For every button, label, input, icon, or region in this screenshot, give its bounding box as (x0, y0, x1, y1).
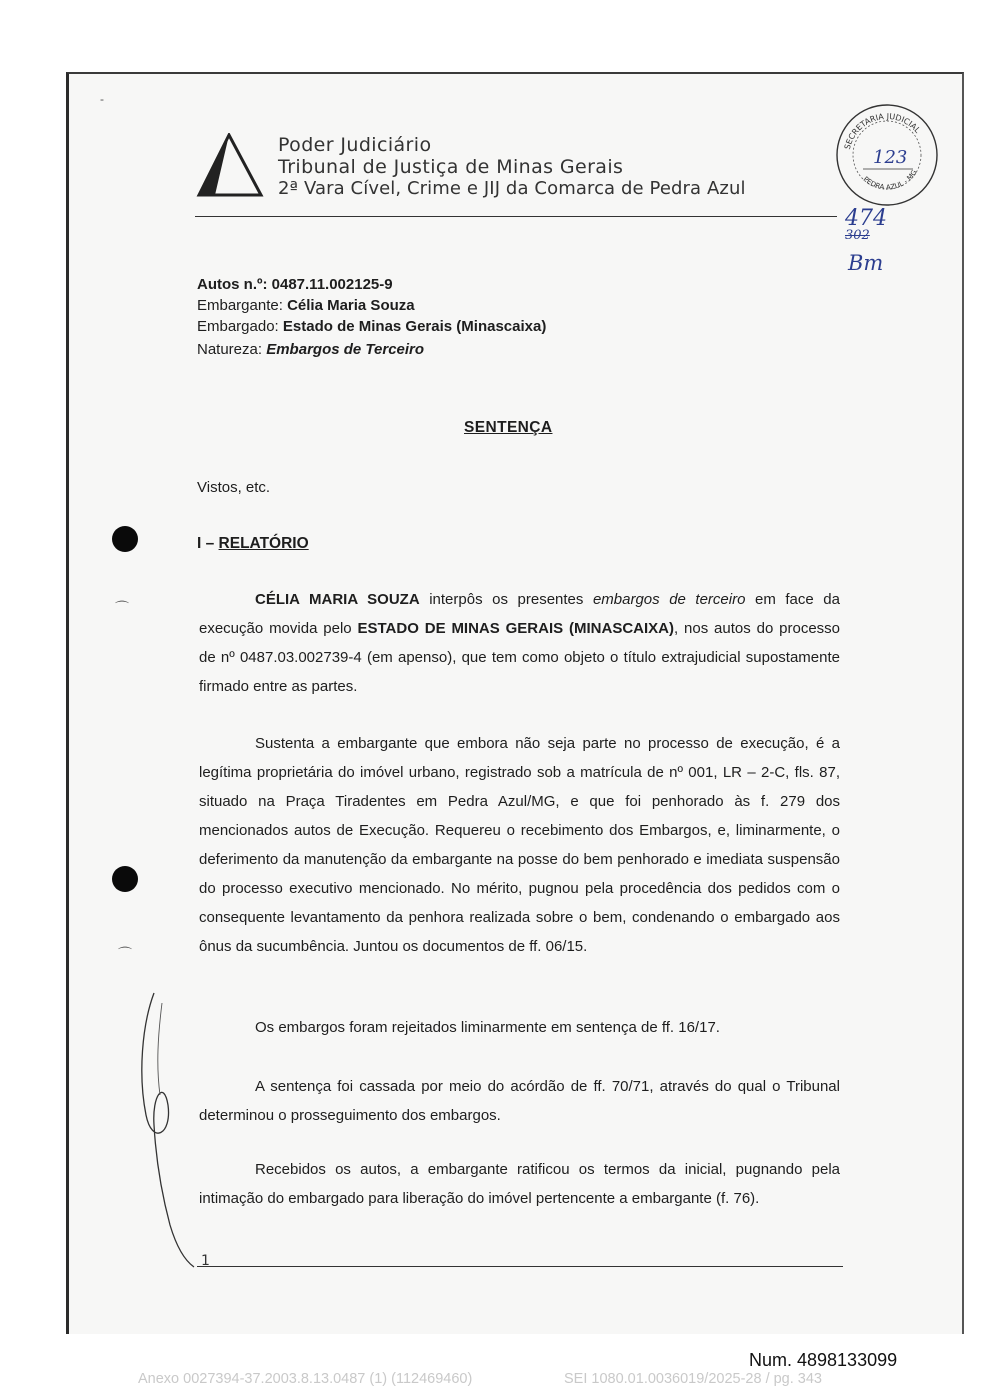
header-divider (195, 216, 837, 217)
footer-right: SEI 1080.01.0036019/2025-28 / pg. 343 (564, 1371, 822, 1387)
stamp-number: 123 (873, 147, 908, 168)
footer-left: Anexo 0027394-37.2003.8.13.0487 (1) (112469460) (138, 1371, 473, 1387)
document-title: SENTENÇA (464, 419, 553, 436)
page-number: 1 (201, 1253, 210, 1269)
stamp-text: SECRETARIA JUDICIAL (842, 111, 923, 151)
paragraph-1: CÉLIA MARIA SOUZA interpôs os presentes embargos de terceiro em face da execução movida pelo ESTADO DE MINAS GERAIS (MINASCAIXA), nos autos do processo de nº 0487.03.002739-4 (em apenso), que tem como objeto o título extrajudicial supostamente firmado entre as partes. (199, 591, 840, 695)
paragraph-2: Sustenta a embargante que embora não seja parte no processo de execução, é a legítima proprietária do imóvel urbano, registrado sob a matrícula de nº 001, LR – 2-C, fls. 87, situado na Praça Tiradentes em Pedra Azul/MG, e que foi penhorado às f. 279 dos mencionados autos de Execução. Requereu o recebimento dos Embargos, e, liminarmente, o deferimento da manutenção da embargante na posse do bem penhorado e imediata suspensão do processo executivo mencionado. No mérito, pugnou pela procedência dos pedidos com o consequente levantamento da penhora realizada sobre o bem, condenando o embargado aos ônus da sucumbência. Juntou os documentos de ff. 06/15. (199, 735, 840, 955)
signature-mark (132, 985, 212, 1275)
punch-hole (112, 866, 138, 892)
handwritten-folio: 474 (845, 206, 887, 231)
paragraph-4: A sentença foi cassada por meio do acórdão de ff. 70/71, através do qual o Tribunal determinou o prosseguimento dos embargos. (199, 1078, 840, 1124)
punch-hole (112, 526, 138, 552)
margin-mark: ⌒ (115, 600, 129, 616)
court-name: Tribunal de Justiça de Minas Gerais (278, 156, 624, 178)
greeting: Vistos, etc. (197, 479, 271, 496)
scan-mark: - (100, 92, 104, 106)
natureza: Natureza: Embargos de Terceiro (197, 341, 425, 358)
embargante: Embargante: Célia Maria Souza (197, 297, 415, 314)
handwritten-old-folio: 302 (845, 228, 870, 243)
secretaria-judicial-stamp (833, 101, 941, 209)
stamp-subtext: PEDRA AZUL - MG (861, 168, 919, 192)
paragraph-3: Os embargos foram rejeitados liminarmente em sentença de ff. 16/17. (255, 1019, 720, 1036)
court-division: 2ª Vara Cível, Crime e JIJ da Comarca de Pedra Azul (278, 178, 746, 199)
margin-mark: ⌒ (118, 946, 132, 962)
paragraph-5: Recebidos os autos, a embargante ratificou os termos da inicial, pugnando pela intimação do embargado para liberação do imóvel pertencente a embargante (f. 76). (199, 1161, 840, 1207)
footer-divider (197, 1266, 843, 1267)
section-heading: I – RELATÓRIO (197, 535, 309, 552)
handwritten-initials: Bm (848, 251, 884, 275)
case-number: Autos n.º: 0487.11.002125-9 (197, 276, 393, 293)
org-name: Poder Judiciário (278, 134, 432, 156)
svg-text:PEDRA AZUL - MG (862, 169, 919, 192)
court-logo-icon (195, 133, 265, 199)
document-id: Num. 4898133099 (749, 1350, 898, 1370)
embargado: Embargado: Estado de Minas Gerais (Minascaixa) (197, 318, 547, 335)
